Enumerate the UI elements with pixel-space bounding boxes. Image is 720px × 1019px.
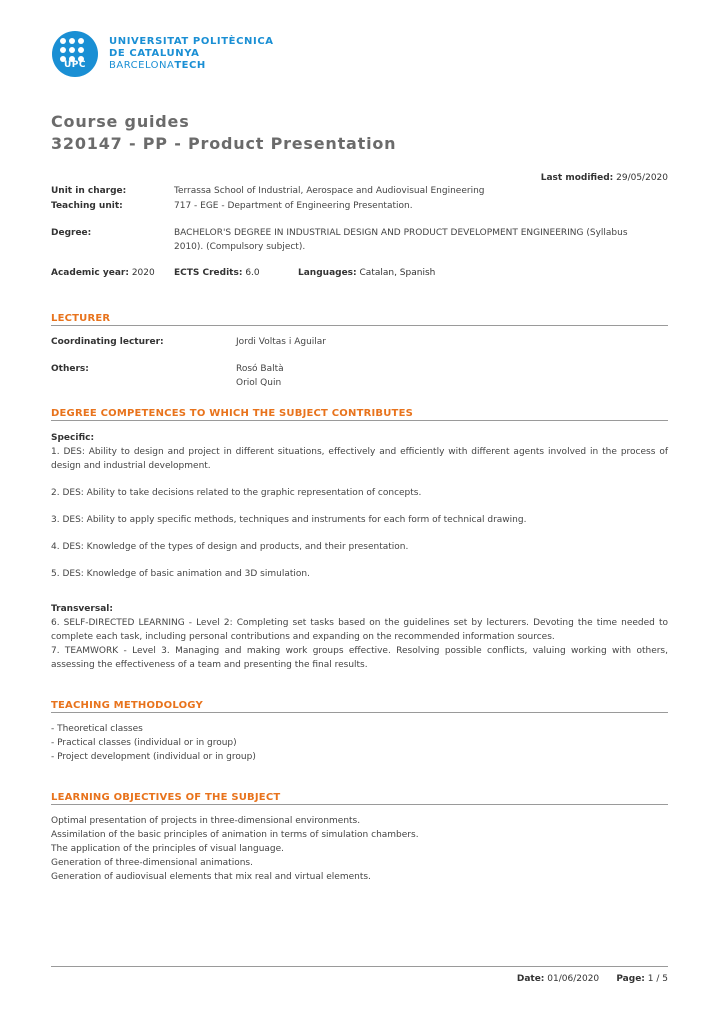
competence-s2: 2. DES: Ability to take decisions related to the graphic representation of concepts. xyxy=(51,488,422,498)
list-item: - Project development (individual or in group) xyxy=(51,752,256,762)
transversal-label: Transversal: xyxy=(51,604,113,614)
footer-date: Date: 01/06/2020 xyxy=(516,974,600,984)
competence-s4: 4. DES: Knowledge of the types of design and products, and their presentation. xyxy=(51,542,409,552)
degree-value-2: 2010). (Compulsory subject). xyxy=(174,242,306,252)
methodology-list xyxy=(51,722,256,764)
methodology-heading: TEACHING METHODOLOGY xyxy=(51,700,668,713)
competence-s5: 5. DES: Knowledge of basic animation and 3D simulation. xyxy=(51,569,310,579)
competence-s1: 1. DES: Ability to design and project in different situations, effectively and efficiently with different agents involved in the process of design and industrial development. xyxy=(51,447,668,471)
degree-label: Degree: xyxy=(51,228,92,238)
logo-line-2: DE CATALUNYA xyxy=(109,48,200,59)
logo-line-1: UNIVERSITAT POLITÈCNICA xyxy=(109,36,274,47)
competence-s3: 3. DES: Ability to apply specific methods, techniques and instruments for each form of technical drawing. xyxy=(51,515,527,525)
coordinating-lecturer-label: Coordinating lecturer: xyxy=(51,337,164,347)
teaching-unit-value: 717 - EGE - Department of Engineering Presentation. xyxy=(174,201,413,211)
logo-line-3: BARCELONATECH xyxy=(109,60,206,71)
unit-value: Terrassa School of Industrial, Aerospace and Audiovisual Engineering xyxy=(174,186,485,196)
list-item: - Practical classes (individual or in group) xyxy=(51,738,237,748)
list-item: - Theoretical classes xyxy=(51,724,143,734)
list-item: Assimilation of the basic principles of animation in terms of simulation chambers. xyxy=(51,830,419,840)
competences-heading: DEGREE COMPETENCES TO WHICH THE SUBJECT CONTRIBUTES xyxy=(51,408,668,421)
competence-t7: 7. TEAMWORK - Level 3. Managing and making work groups effective. Resolving possible conflicts, valuing working with others, assessing the effectiveness of a team and presenting the final results. xyxy=(51,646,668,670)
languages: Languages: Catalan, Spanish xyxy=(298,268,436,278)
objectives-heading: LEARNING OBJECTIVES OF THE SUBJECT xyxy=(51,792,668,805)
lecturer-heading: LECTURER xyxy=(51,313,668,326)
unit-label: Unit in charge: xyxy=(51,186,127,196)
upc-logo xyxy=(52,31,274,77)
list-item: Optimal presentation of projects in three-dimensional environments. xyxy=(51,816,361,826)
teaching-unit-label: Teaching unit: xyxy=(51,201,123,211)
degree-value-1: BACHELOR'S DEGREE IN INDUSTRIAL DESIGN AND PRODUCT DEVELOPMENT ENGINEERING (Syllabus xyxy=(174,228,628,238)
ects-credits: ECTS Credits: 6.0 xyxy=(174,268,260,278)
specific-label: Specific: xyxy=(51,433,95,443)
list-item: The application of the principles of visual language. xyxy=(51,844,285,854)
others-value-2: Oriol Quin xyxy=(236,378,282,388)
logo-mark-text: UPC xyxy=(63,60,86,70)
footer-divider xyxy=(51,966,668,967)
footer xyxy=(517,974,668,984)
title-line-1: Course guides xyxy=(51,112,190,131)
list-item: Generation of audiovisual elements that mix real and virtual elements. xyxy=(51,872,371,882)
competence-t6: 6. SELF-DIRECTED LEARNING - Level 2: Completing set tasks based on the guidelines set by lecturers. Devoting the time needed to complete each task, including personal contributions and expanding on the recommended information sources. xyxy=(51,618,668,642)
upc-logo-mark xyxy=(52,31,98,77)
others-label: Others: xyxy=(51,364,89,374)
coordinating-lecturer-value: Jordi Voltas i Aguilar xyxy=(236,337,326,347)
footer-page: Page: 1 / 5 xyxy=(616,974,668,984)
objectives-list xyxy=(51,814,419,884)
title-line-2: 320147 - PP - Product Presentation xyxy=(51,134,397,153)
list-item: Generation of three-dimensional animations. xyxy=(51,858,253,868)
page-title xyxy=(51,111,396,155)
last-modified: Last modified: 29/05/2020 xyxy=(540,173,668,183)
academic-year: Academic year: 2020 xyxy=(51,268,155,278)
others-value-1: Rosó Baltà xyxy=(236,364,284,374)
logo-text xyxy=(109,36,274,72)
